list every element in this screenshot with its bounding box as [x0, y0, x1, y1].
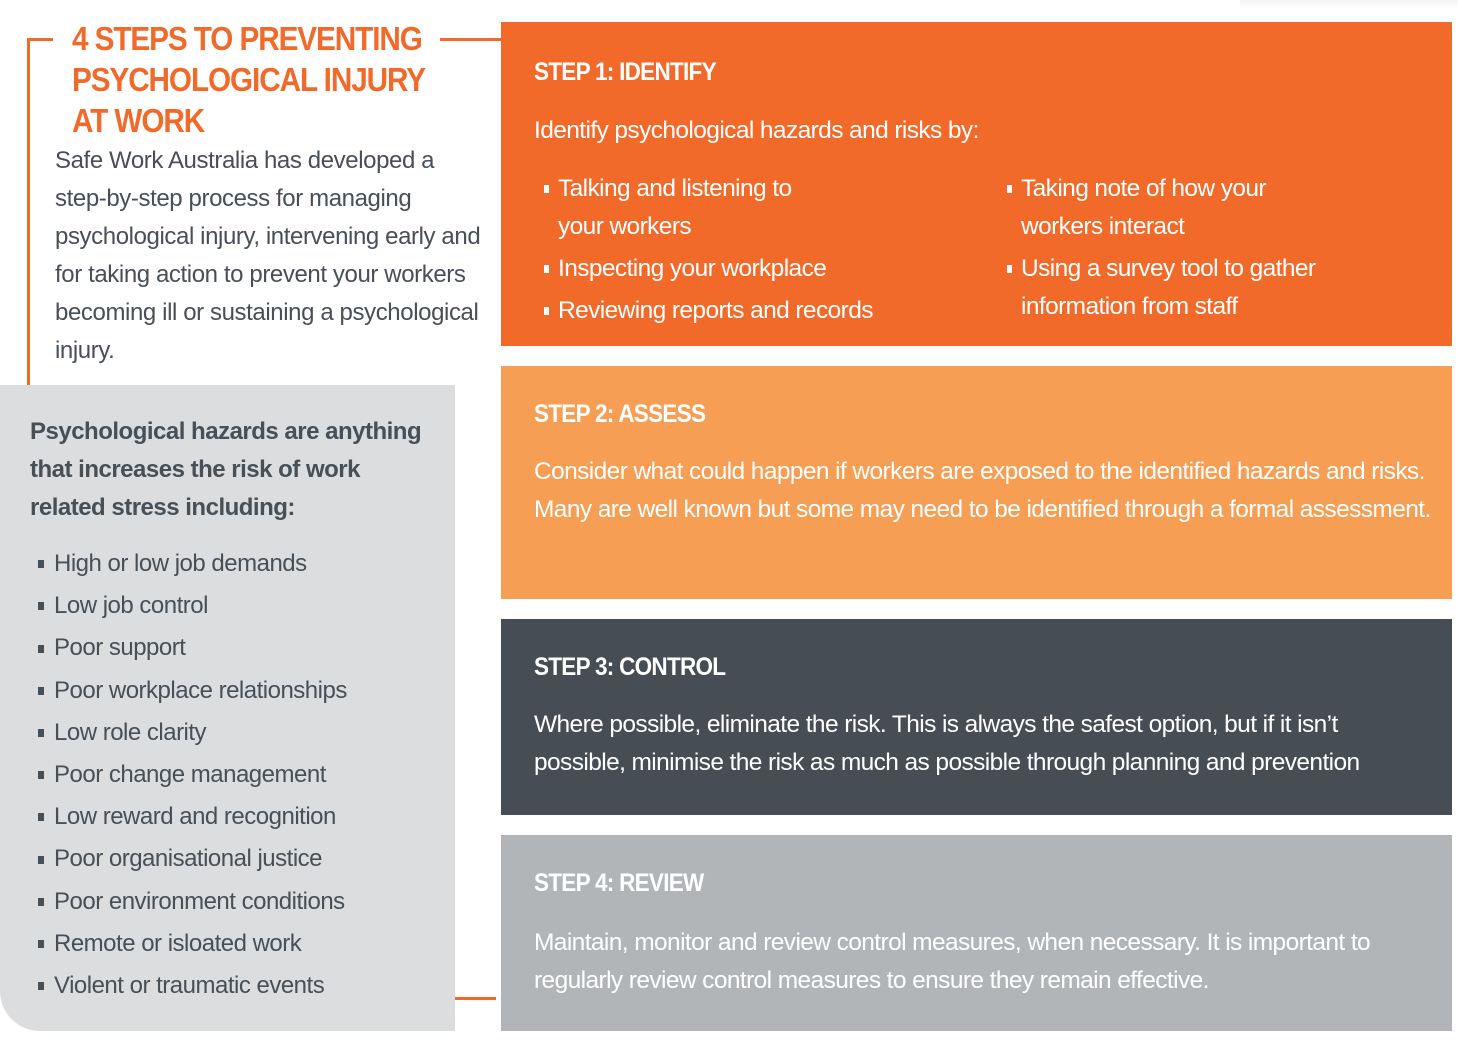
hazards-list	[38, 543, 347, 1007]
page-title-line: AT WORK	[72, 102, 205, 139]
bullet-icon	[38, 856, 44, 864]
bullet-icon	[38, 560, 44, 568]
list-item	[544, 170, 974, 246]
identify-methods-left	[544, 170, 974, 334]
step-2-assess-panel	[501, 366, 1452, 599]
top-shadow	[1240, 0, 1458, 8]
step-body: Maintain, monitor and review control measures, when necessary. It is important to regularly review control measures to ensure they remain effective.	[534, 929, 1371, 994]
list-item	[38, 670, 347, 712]
bullet-icon	[1007, 185, 1012, 193]
step-body: Consider what could happen if workers are exposed to the identified hazards and risks. Many are well known but some may need to be identified through a formal assessment.	[534, 458, 1431, 523]
step-title: STEP 3: CONTROL	[534, 653, 726, 681]
bullet-icon	[38, 771, 44, 779]
list-item-text: Poor change management	[54, 761, 326, 789]
bullet-icon	[38, 645, 44, 653]
list-item-text: Low role clarity	[54, 718, 207, 746]
list-item	[544, 250, 974, 288]
list-item	[544, 292, 974, 330]
list-item-text: High or low job demands	[54, 550, 307, 577]
list-item-text: Poor organisational justice	[54, 845, 322, 873]
list-item	[1007, 250, 1437, 326]
bracket-line-top-right	[440, 38, 502, 41]
step-title: STEP 1: IDENTIFY	[534, 58, 716, 86]
list-item	[38, 881, 347, 923]
list-item-text: Poor environment conditions	[54, 887, 345, 915]
identify-methods-right	[1007, 170, 1437, 330]
list-item-text: Poor support	[54, 634, 186, 662]
bracket-line-top-left	[27, 38, 53, 41]
list-item-text: Talking and listening to your workers	[558, 175, 792, 240]
step-title: STEP 4: REVIEW	[534, 869, 704, 897]
bullet-icon	[38, 940, 44, 948]
bullet-icon	[38, 898, 44, 906]
list-item-text: Low reward and recognition	[54, 803, 336, 831]
page-title-line: 4 STEPS TO PREVENTING	[72, 20, 422, 57]
list-item-text: Taking note of how your workers interact	[1021, 175, 1266, 240]
list-item-text: Using a survey tool to gather information from staff	[1021, 255, 1316, 320]
step-1-identify-panel	[501, 22, 1452, 346]
list-item-text: Poor workplace relationships	[54, 676, 347, 704]
bullet-icon	[38, 602, 44, 610]
bracket-line-bottom	[455, 997, 496, 1000]
bullet-icon	[38, 729, 44, 737]
list-item-text: Violent or traumatic events	[54, 972, 325, 1000]
bullet-icon	[1007, 265, 1012, 273]
list-item	[38, 754, 347, 796]
bullet-icon	[38, 687, 44, 695]
page-title-line: PSYCHOLOGICAL INJURY	[72, 61, 426, 98]
bullet-icon	[544, 185, 549, 193]
step-title: STEP 2: ASSESS	[534, 400, 706, 428]
step-body: Where possible, eliminate the risk. This is always the safest option, but if it isn’t possible, minimise the risk as much as possible through planning and prevention	[534, 711, 1360, 776]
page-title	[72, 18, 426, 141]
hazards-panel	[0, 385, 455, 1031]
step-3-control-panel	[501, 619, 1452, 815]
list-item	[38, 543, 347, 585]
bullet-icon	[544, 265, 549, 273]
step-body: Identify psychological hazards and risks by:	[534, 117, 979, 144]
step-4-review-panel	[501, 835, 1452, 1031]
hazards-heading: Psychological hazards are anything that increases the risk of work related stress including:	[30, 418, 422, 521]
list-item	[38, 627, 347, 669]
list-item-text: Inspecting your workplace	[558, 255, 827, 282]
bullet-icon	[38, 982, 44, 990]
list-item-text: Remote or isloated work	[54, 929, 302, 957]
list-item	[38, 965, 347, 1007]
list-item-text: Low job control	[54, 592, 208, 620]
list-item-text: Reviewing reports and records	[558, 297, 873, 324]
bullet-icon	[544, 307, 549, 315]
intro-paragraph: Safe Work Australia has developed a step-by-step process for managing psychological injury, intervening early and for taking action to prevent your workers becoming ill or sustaining a psychological injury.	[55, 147, 481, 364]
bracket-line-vertical	[27, 38, 30, 388]
bullet-icon	[38, 813, 44, 821]
list-item	[38, 796, 347, 838]
list-item	[38, 923, 347, 965]
list-item	[38, 585, 347, 627]
list-item	[38, 838, 347, 880]
list-item	[38, 712, 347, 754]
list-item	[1007, 170, 1437, 246]
